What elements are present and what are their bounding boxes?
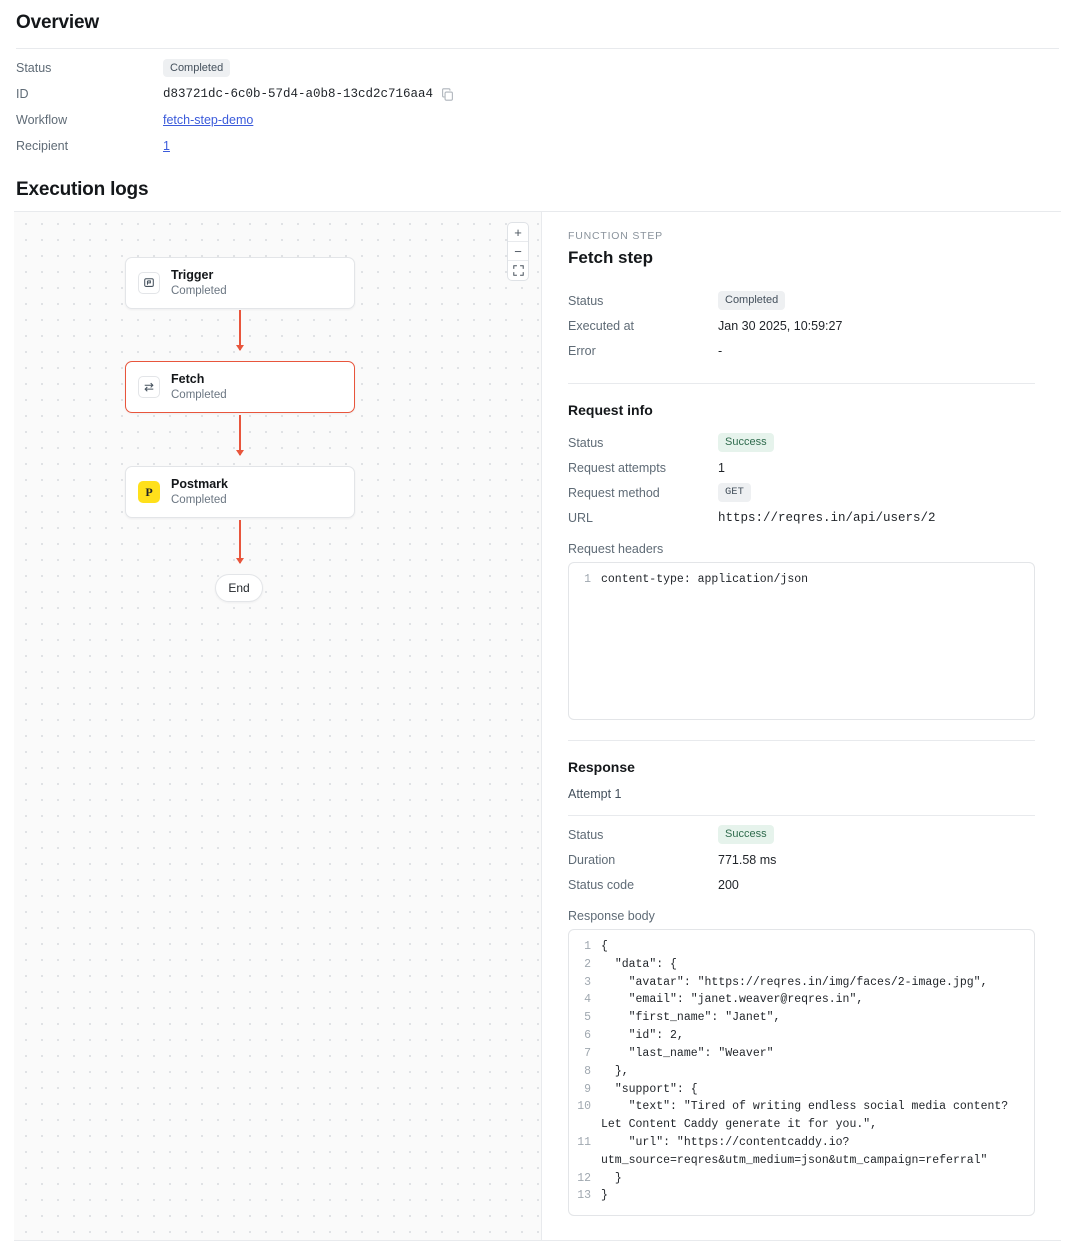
code-line — [573, 571, 1024, 589]
code-line — [573, 974, 1024, 992]
zoom-out-button[interactable]: − — [508, 242, 528, 261]
node-status: Completed — [171, 284, 227, 297]
details-divider — [568, 383, 1035, 384]
overview-key-recipient: Recipient — [16, 139, 69, 153]
line-number: 10 — [577, 1100, 591, 1114]
node-status: Completed — [171, 493, 227, 506]
line-number: 2 — [584, 957, 591, 971]
line-number: 13 — [577, 1189, 591, 1203]
step-title: Fetch step — [568, 248, 654, 267]
response-row-status-code — [568, 872, 1035, 897]
code-line — [573, 1170, 1024, 1188]
request-headers-code[interactable] — [568, 562, 1035, 720]
line-content: content-type: application/json — [601, 573, 809, 586]
recipient-link[interactable]: 1 — [163, 139, 170, 153]
step-row-status — [568, 288, 1035, 313]
workflow-link[interactable]: fetch-step-demo — [163, 113, 254, 127]
line-number: 3 — [584, 975, 591, 989]
zoom-in-button[interactable]: + — [508, 223, 528, 242]
line-content: } — [601, 1189, 608, 1203]
line-number: 9 — [584, 1082, 591, 1096]
overview-row-workflow — [16, 107, 1059, 133]
request-info-title: Request info — [568, 402, 653, 418]
step-value-status — [718, 291, 785, 310]
line-content: "text": "Tired of writing endless social media content? Let Content Caddy generate it for you.", — [601, 1100, 1016, 1132]
line-content: "data": { — [601, 957, 677, 971]
overview-value-workflow — [163, 113, 253, 127]
line-content: } — [601, 1171, 622, 1185]
postmark-icon: P — [138, 481, 160, 503]
code-line — [573, 1098, 1024, 1134]
response-divider — [568, 740, 1035, 741]
code-line — [573, 938, 1024, 956]
line-number: 8 — [584, 1064, 591, 1078]
workflow-node-postmark[interactable] — [125, 466, 355, 518]
step-details-panel — [542, 212, 1061, 1240]
line-number: 11 — [577, 1135, 591, 1149]
line-content: "last_name": "Weaver" — [601, 1046, 774, 1060]
execution-logs-title: Execution logs — [16, 179, 149, 200]
request-key-attempts: Request attempts — [568, 460, 666, 475]
execution-logs-body — [14, 211, 1061, 1241]
execution-logs-header — [0, 159, 1075, 211]
code-line — [573, 1027, 1024, 1045]
step-value-executed-at: Jan 30 2025, 10:59:27 — [718, 318, 843, 333]
response-key-duration: Duration — [568, 852, 616, 867]
workflow-node-trigger[interactable] — [125, 257, 355, 309]
fit-view-button[interactable] — [508, 261, 528, 280]
request-value-status — [718, 433, 774, 452]
response-value-status — [718, 825, 774, 844]
overview-divider — [16, 48, 1059, 49]
node-status: Completed — [171, 388, 227, 401]
step-row-error — [568, 338, 1035, 363]
line-number: 1 — [584, 573, 591, 586]
copy-icon[interactable] — [441, 88, 454, 101]
code-line — [573, 1187, 1024, 1205]
code-line — [573, 1045, 1024, 1063]
request-row-url — [568, 505, 1035, 530]
step-row-executed-at — [568, 313, 1035, 338]
overview-key-id: ID — [16, 87, 29, 101]
line-number: 4 — [584, 993, 591, 1007]
overview-key-workflow: Workflow — [16, 113, 68, 127]
line-number: 1 — [584, 940, 591, 953]
response-body-label: Response body — [568, 909, 655, 923]
response-row-duration — [568, 847, 1035, 872]
line-number: 6 — [584, 1029, 591, 1043]
request-headers-label: Request headers — [568, 542, 664, 556]
response-body-code[interactable] — [568, 929, 1035, 1216]
swap-icon — [138, 376, 160, 398]
connector-arrow — [239, 415, 241, 455]
overview-row-status — [16, 55, 1059, 81]
response-key-status: Status — [568, 827, 604, 842]
step-value-error: - — [718, 343, 723, 358]
workflow-node-fetch[interactable] — [125, 361, 355, 413]
response-title: Response — [568, 759, 635, 775]
flag-icon — [138, 272, 160, 294]
response-attempt-label: Attempt 1 — [568, 787, 622, 801]
code-line — [573, 956, 1024, 974]
line-content: "avatar": "https://reqres.in/img/faces/2-image.jpg", — [601, 975, 988, 989]
node-title: Fetch — [171, 372, 205, 387]
request-key-method: Request method — [568, 485, 660, 500]
line-content: "email": "janet.weaver@reqres.in", — [601, 993, 864, 1007]
line-content: "url": "https://contentcaddy.io?utm_source=reqres&utm_medium=json&utm_campaign=referral" — [601, 1135, 988, 1167]
execution-id-value: d83721dc-6c0b-57d4-a0b8-13cd2c716aa4 — [163, 87, 434, 101]
overview-value-id — [163, 87, 454, 101]
line-content: { — [601, 940, 608, 953]
line-number: 12 — [577, 1171, 591, 1185]
line-number: 5 — [584, 1011, 591, 1025]
response-status-badge: Success — [718, 825, 774, 844]
line-content: "first_name": "Janet", — [601, 1011, 781, 1025]
response-key-status-code: Status code — [568, 877, 635, 892]
request-value-attempts: 1 — [718, 460, 725, 475]
page-title: Overview — [16, 12, 99, 33]
line-number: 7 — [584, 1046, 591, 1060]
overview-row-id — [16, 81, 1059, 107]
workflow-canvas[interactable] — [14, 212, 542, 1240]
connector-arrow — [239, 310, 241, 350]
request-key-url: URL — [568, 510, 594, 525]
overview-key-status: Status — [16, 61, 52, 75]
status-badge: Completed — [163, 59, 230, 78]
request-value-method — [718, 483, 751, 501]
overview-row-recipient — [16, 133, 1059, 159]
status-badge: Completed — [718, 291, 785, 310]
request-row-status — [568, 430, 1035, 455]
http-method-badge: GET — [718, 483, 751, 501]
line-content: "support": { — [601, 1082, 698, 1096]
request-status-badge: Success — [718, 433, 774, 452]
step-key-status: Status — [568, 293, 604, 308]
overview-value-status — [163, 59, 230, 78]
code-line — [573, 1081, 1024, 1099]
response-row-status — [568, 822, 1035, 847]
zoom-controls — [507, 222, 529, 281]
code-line — [573, 991, 1024, 1009]
overview-value-recipient — [163, 139, 170, 153]
request-row-method — [568, 480, 1035, 505]
connector-arrow — [239, 520, 241, 563]
request-key-status: Status — [568, 435, 604, 450]
node-title: Postmark — [171, 477, 228, 492]
request-value-url: https://reqres.in/api/users/2 — [718, 510, 936, 525]
response-value-duration: 771.58 ms — [718, 852, 777, 867]
code-line — [573, 1134, 1024, 1170]
node-title: Trigger — [171, 268, 214, 283]
code-line — [573, 1009, 1024, 1027]
response-value-status-code: 200 — [718, 877, 739, 892]
line-content: "id": 2, — [601, 1029, 684, 1043]
line-content: }, — [601, 1064, 629, 1078]
attempt-divider — [568, 815, 1035, 816]
request-row-attempts — [568, 455, 1035, 480]
code-line — [573, 1063, 1024, 1081]
step-key-executed-at: Executed at — [568, 318, 635, 333]
step-key-error: Error — [568, 343, 596, 358]
step-kind-label: FUNCTION STEP — [568, 230, 663, 242]
overview-section — [0, 0, 1075, 159]
workflow-node-end[interactable]: End — [215, 574, 263, 602]
